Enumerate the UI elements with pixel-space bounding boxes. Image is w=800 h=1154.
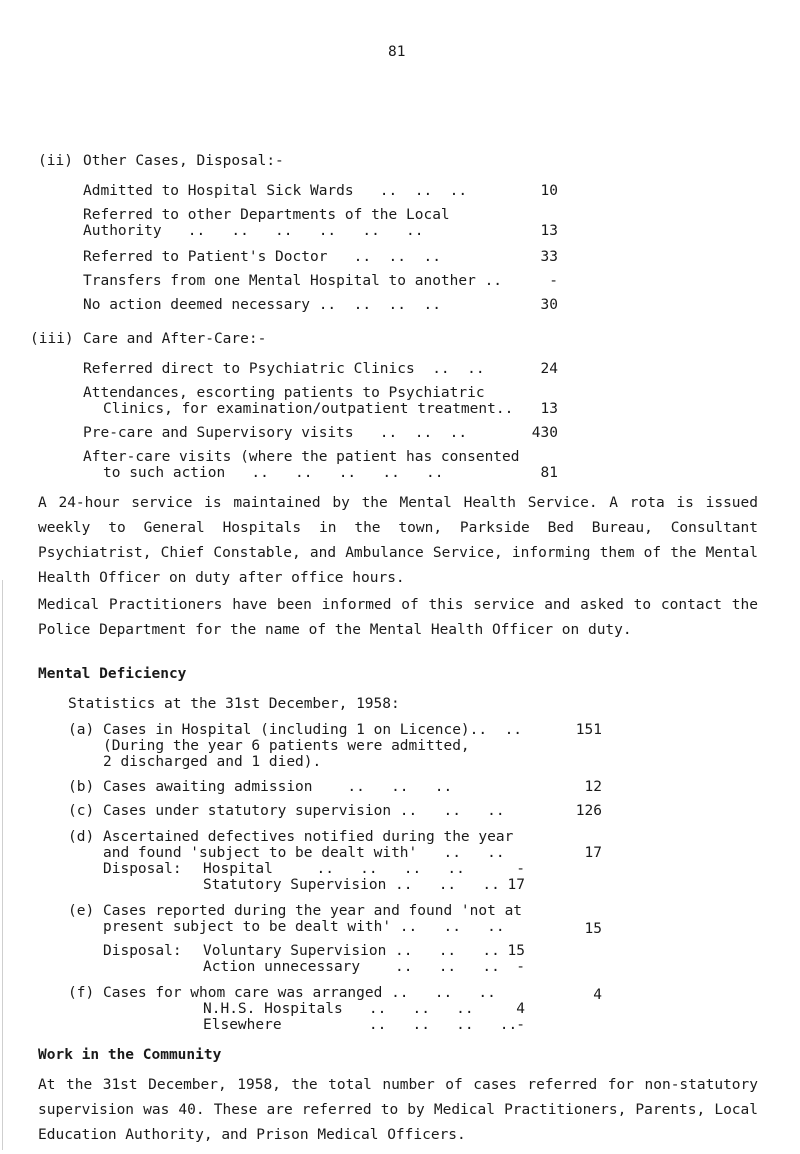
item-text-cont: 2 discharged and 1 died).	[103, 754, 322, 770]
disposal-item: Statutory Supervision .. .. ..	[203, 877, 500, 893]
row-value: 33	[540, 249, 558, 265]
row-label-cont: Clinics, for examination/outpatient treatment..	[103, 401, 514, 417]
item-text-cont: and found 'subject to be dealt with' .. ..	[103, 845, 505, 861]
row-value: 430	[531, 425, 558, 441]
disposal-value: 4	[516, 1001, 525, 1017]
row-label: Admitted to Hospital Sick Wards .. .. ..	[83, 183, 468, 199]
item-letter: (e)	[68, 903, 95, 919]
row-label: Referred direct to Psychiatric Clinics .. ..	[83, 361, 485, 377]
item-text: Cases reported during the year and found 'not at	[103, 903, 523, 919]
row-value: 13	[540, 401, 558, 417]
row-value: 13	[540, 223, 558, 239]
row-label-cont: to such action .. .. .. .. ..	[103, 465, 444, 481]
page-margin-line	[2, 580, 3, 1150]
row-label: No action deemed necessary .. .. .. ..	[83, 297, 441, 313]
disposal-label: Disposal:	[103, 943, 182, 959]
item-text-cont: (During the year 6 patients were admitted,	[103, 738, 470, 754]
row-value: 81	[540, 465, 558, 481]
row-label: Attendances, escorting patients to Psychiatric	[83, 385, 485, 401]
item-text: Cases for whom care was arranged .. .. ..	[103, 985, 496, 1001]
page-number: 81	[388, 44, 406, 60]
item-value: 15	[584, 921, 602, 937]
disposal-item: Hospital .. .. .. ..	[203, 861, 465, 877]
section-heading: Mental Deficiency	[38, 666, 187, 682]
section-heading: Other Cases, Disposal:-	[83, 153, 284, 169]
item-letter: (f)	[68, 985, 95, 1001]
disposal-value: 15	[507, 943, 525, 959]
statistics-intro: Statistics at the 31st December, 1958:	[68, 696, 400, 712]
row-label: Referred to other Departments of the Local	[83, 207, 450, 223]
row-label: Transfers from one Mental Hospital to another ..	[83, 273, 503, 289]
paragraph-24-hour-service: A 24-hour service is maintained by the Mental Health Service. A rota is issued weekly to General Hospitals in the town, Parkside Bed Bureau, Consultant Psychiatrist, Chief Constable, and Ambulance Service, informing them of the Mental Health Officer on duty after office hours.	[38, 495, 758, 586]
disposal-item: Voluntary Supervision .. .. ..	[203, 943, 500, 959]
item-text-cont: present subject to be dealt with' .. .. ..	[103, 919, 505, 935]
item-text: Ascertained defectives notified during the year	[103, 829, 514, 845]
item-letter: (d)	[68, 829, 95, 845]
section-heading: Care and After-Care:-	[83, 331, 267, 347]
disposal-label: Disposal:	[103, 861, 182, 877]
item-value: 17	[584, 845, 602, 861]
row-value: -	[549, 273, 558, 289]
item-value: 12	[584, 779, 602, 795]
row-value: 24	[540, 361, 558, 377]
row-label: After-care visits (where the patient has consented	[83, 449, 520, 465]
row-label: Pre-care and Supervisory visits .. .. ..	[83, 425, 468, 441]
disposal-item: N.H.S. Hospitals .. .. ..	[203, 1001, 474, 1017]
disposal-value: -	[516, 959, 525, 975]
item-letter: (b)	[68, 779, 95, 795]
item-letter: (c)	[68, 803, 95, 819]
disposal-item: Action unnecessary .. .. ..	[203, 959, 500, 975]
row-value: 10	[540, 183, 558, 199]
item-value: 126	[575, 803, 602, 819]
section-number: (iii)	[30, 331, 74, 347]
item-value: 4	[593, 987, 602, 1003]
item-value: 151	[575, 722, 602, 738]
community-paragraph: At the 31st December, 1958, the total number of cases referred for non-statutory supervision was 40. These are referred to by Medical Practitioners, Parents, Local Education Authority, and Prison Medical Officers.	[38, 1077, 758, 1143]
row-label: Referred to Patient's Doctor .. .. ..	[83, 249, 441, 265]
row-label-cont: Authority .. .. .. .. .. ..	[83, 223, 424, 239]
paragraph-medical-practitioners: Medical Practitioners have been informed of this service and asked to contact the Police Department for the name of the Mental Health Officer on duty.	[38, 597, 758, 638]
section-number: (ii)	[38, 153, 73, 169]
item-letter: (a)	[68, 722, 95, 738]
disposal-item: Elsewhere .. .. .. ..	[203, 1017, 518, 1033]
disposal-value: -	[516, 861, 525, 877]
section-heading: Work in the Community	[38, 1047, 222, 1063]
row-value: 30	[540, 297, 558, 313]
disposal-value: -	[516, 1017, 525, 1033]
item-text: Cases in Hospital (including 1 on Licence).. ..	[103, 722, 523, 738]
item-text: Cases under statutory supervision .. .. ..	[103, 803, 505, 819]
item-text: Cases awaiting admission .. .. ..	[103, 779, 453, 795]
disposal-value: 17	[507, 877, 525, 893]
